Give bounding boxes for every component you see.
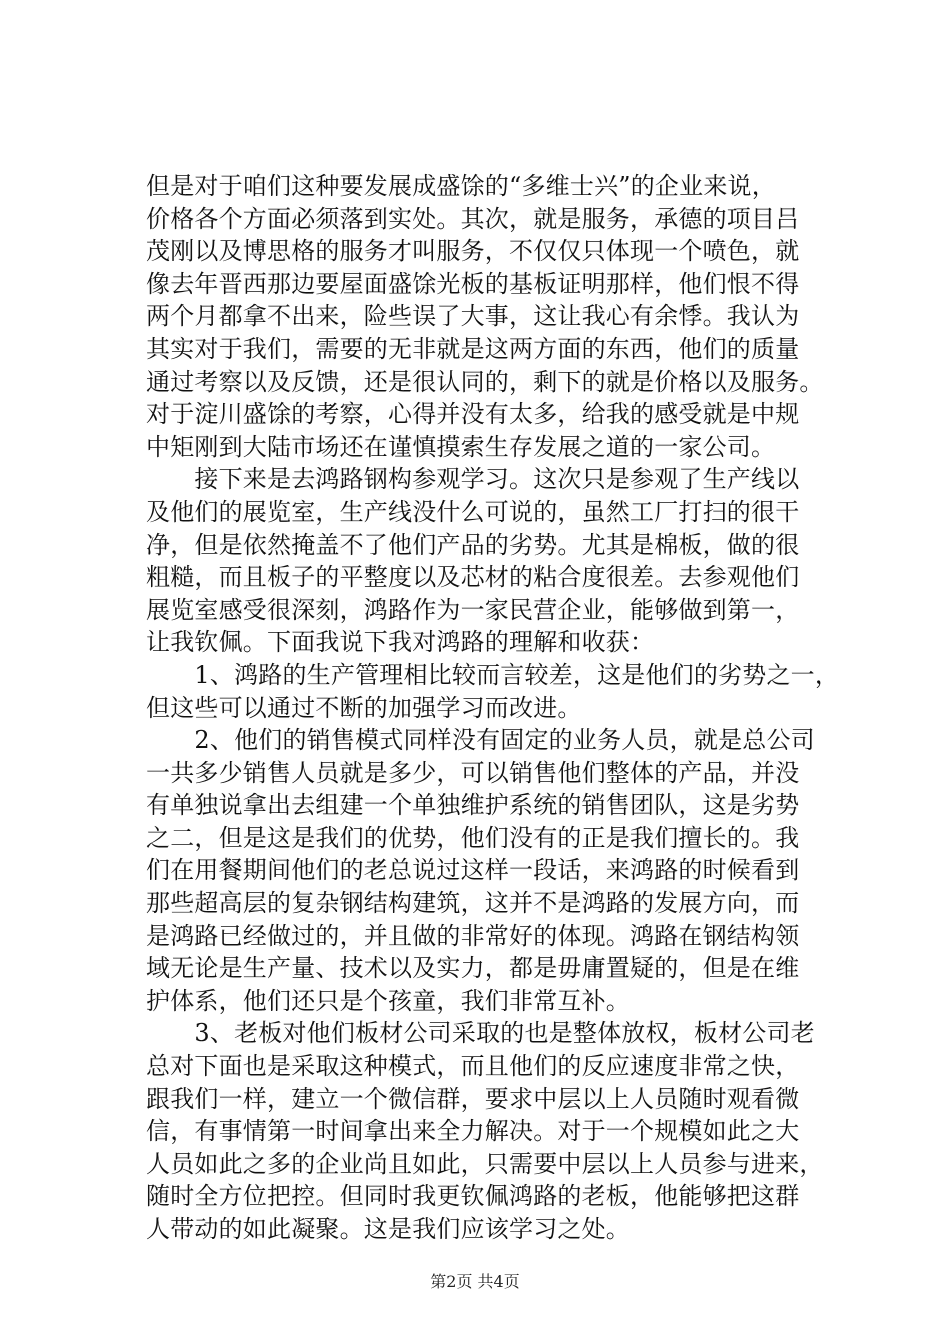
text-line: 是鸿路已经做过的，并且做的非常好的体现。鸿路在钢结构领 [146, 921, 800, 950]
text-line: 2、他们的销售模式同样没有固定的业务人员，就是总公司 [146, 726, 815, 755]
text-line: 人员如此之多的企业尚且如此，只需要中层以上人员参与进来， [146, 1149, 824, 1178]
text-line: 两个月都拿不出来，险些误了大事，这让我心有余悸。我认为 [146, 302, 800, 331]
text-line: 让我钦佩。下面我说下我对鸿路的理解和收获： [146, 628, 655, 657]
text-line: 之二，但是这是我们的优势，他们没有的正是我们擅长的。我 [146, 823, 800, 852]
text-line: 对于淀川盛馀的考察，心得并没有太多，给我的感受就是中规 [146, 400, 800, 429]
text-line: 通过考察以及反馈，还是很认同的，剩下的就是价格以及服务。 [146, 367, 824, 396]
text-line: 粗糙，而且板子的平整度以及芯材的粘合度很差。去参观他们 [146, 563, 800, 592]
body-text [146, 170, 846, 1246]
text-line: 展览室感受很深刻，鸿路作为一家民营企业，能够做到第一， [146, 595, 800, 624]
text-line: 护体系，他们还只是个孩童，我们非常互补。 [146, 986, 630, 1015]
page-number-footer: 第2页 共4页 [430, 1272, 520, 1291]
text-line: 有单独说拿出去组建一个单独维护系统的销售团队，这是劣势 [146, 791, 800, 820]
text-line: 一共多少销售人员就是多少，可以销售他们整体的产品，并没 [146, 758, 800, 787]
text-line: 人带动的如此凝聚。这是我们应该学习之处。 [146, 1215, 630, 1243]
text-line: 中矩刚到大陆市场还在谨慎摸索生存发展之道的一家公司。 [146, 432, 776, 461]
text-line: 其实对于我们，需要的无非就是这两方面的东西，他们的质量 [146, 334, 800, 363]
text-line: 随时全方位把控。但同时我更钦佩鸿路的老板，他能够把这群 [146, 1182, 800, 1211]
text-line: 但是对于咱们这种要发展成盛馀的“多维士兴”的企业来说， [146, 172, 776, 200]
text-line: 像去年晋西那边要屋面盛馀光板的基板证明那样，他们恨不得 [146, 269, 800, 298]
text-line: 那些超高层的复杂钢结构建筑，这并不是鸿路的发展方向，而 [146, 889, 800, 918]
text-line: 3、老板对他们板材公司采取的也是整体放权，板材公司老 [146, 1019, 815, 1048]
text-line: 们在用餐期间他们的老总说过这样一段话，来鸿路的时候看到 [146, 856, 800, 885]
text-line: 但这些可以通过不断的加强学习而改进。 [146, 693, 582, 722]
text-line: 总对下面也是采取这种模式，而且他们的反应速度非常之快， [146, 1052, 800, 1081]
text-line: 域无论是生产量、技术以及实力，都是毋庸置疑的，但是在维 [146, 954, 800, 983]
text-line: 茂刚以及博思格的服务才叫服务，不仅仅只体现一个喷色，就 [146, 237, 800, 266]
text-line: 及他们的展览室，生产线没什么可说的，虽然工厂打扫的很干 [146, 497, 800, 526]
text-line: 信，有事情第一时间拿出来全力解决。对于一个规模如此之大 [146, 1117, 800, 1146]
text-line: 价格各个方面必须落到实处。其次，就是服务，承德的项目吕 [146, 204, 800, 233]
text-line: 接下来是去鸿路钢构参观学习。这次只是参观了生产线以 [146, 465, 800, 494]
text-line: 跟我们一样，建立一个微信群，要求中层以上人员随时观看微 [146, 1084, 800, 1113]
text-line: 净，但是依然掩盖不了他们产品的劣势。尤其是棉板，做的很 [146, 530, 800, 559]
text-line: 1、鸿路的生产管理相比较而言较差，这是他们的劣势之一， [146, 660, 840, 689]
